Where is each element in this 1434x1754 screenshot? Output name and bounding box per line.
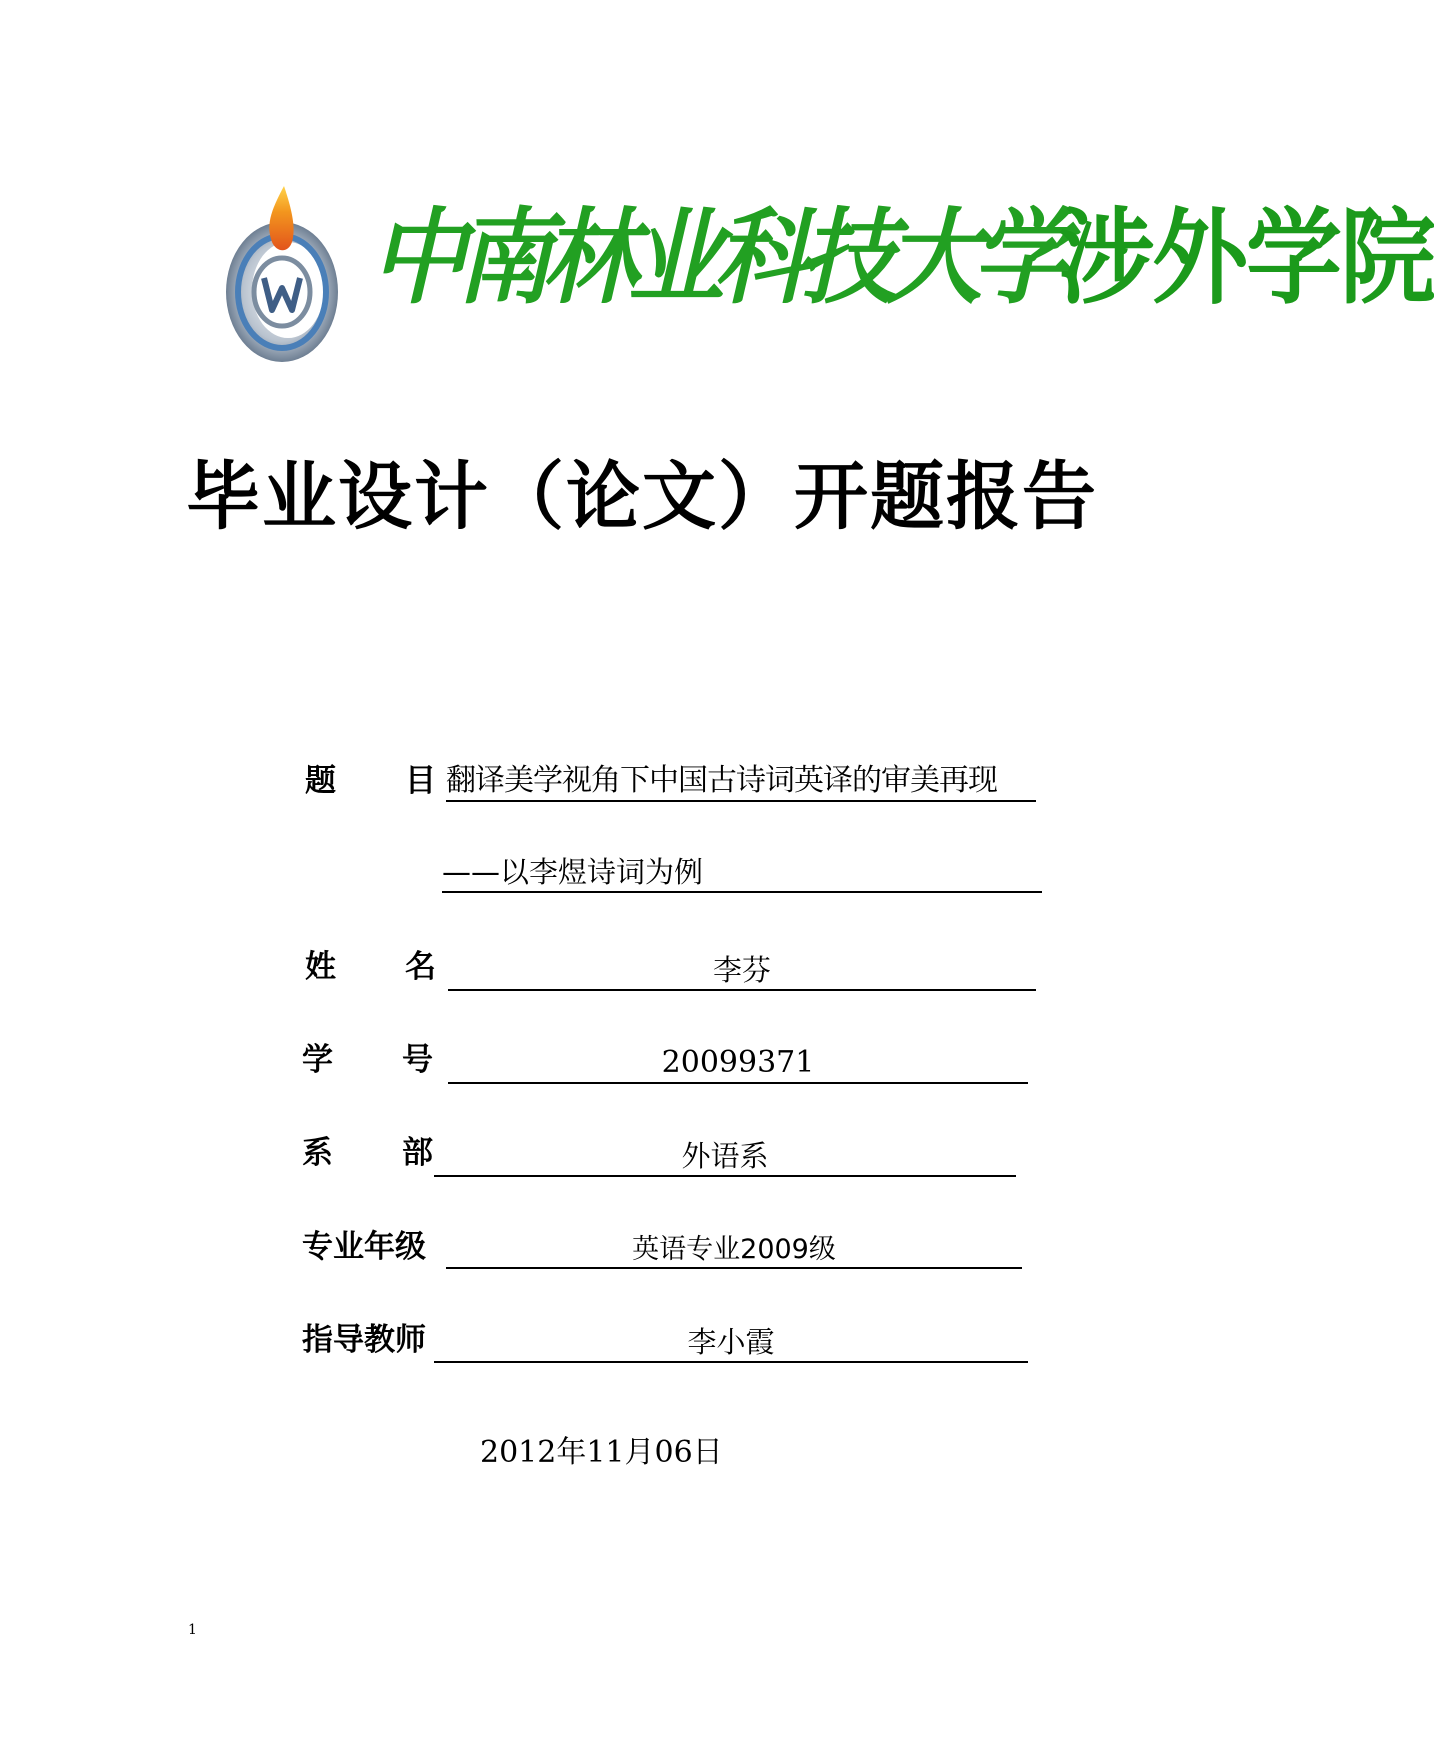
advisor-label: 指导教师 (302, 1322, 426, 1358)
college-logo (222, 182, 1434, 372)
name-value: 李芬 (448, 956, 1036, 991)
department-value: 外语系 (434, 1142, 1016, 1177)
college-emblem-icon (222, 182, 352, 372)
major-grade-value: 英语专业2009级 (446, 1236, 1022, 1269)
advisor-value: 李小霞 (434, 1328, 1028, 1363)
page-number: 1 (188, 1622, 197, 1638)
topic-value-line2: ——以李煜诗词为例 (442, 858, 1042, 893)
college-name: 涉外学院 (1058, 196, 1434, 319)
document-title: 毕业设计（论文）开题报告 (186, 454, 1098, 540)
university-name: 中南林业科技大学涉外学院 (370, 196, 1434, 319)
report-date: 2012年11月06日 (480, 1435, 723, 1470)
student-id-value: 20099371 (448, 1048, 1028, 1084)
major-grade-label: 专业年级 (302, 1229, 426, 1265)
topic-value-line1: 翻译美学视角下中国古诗词英译的审美再现 (446, 766, 1036, 802)
